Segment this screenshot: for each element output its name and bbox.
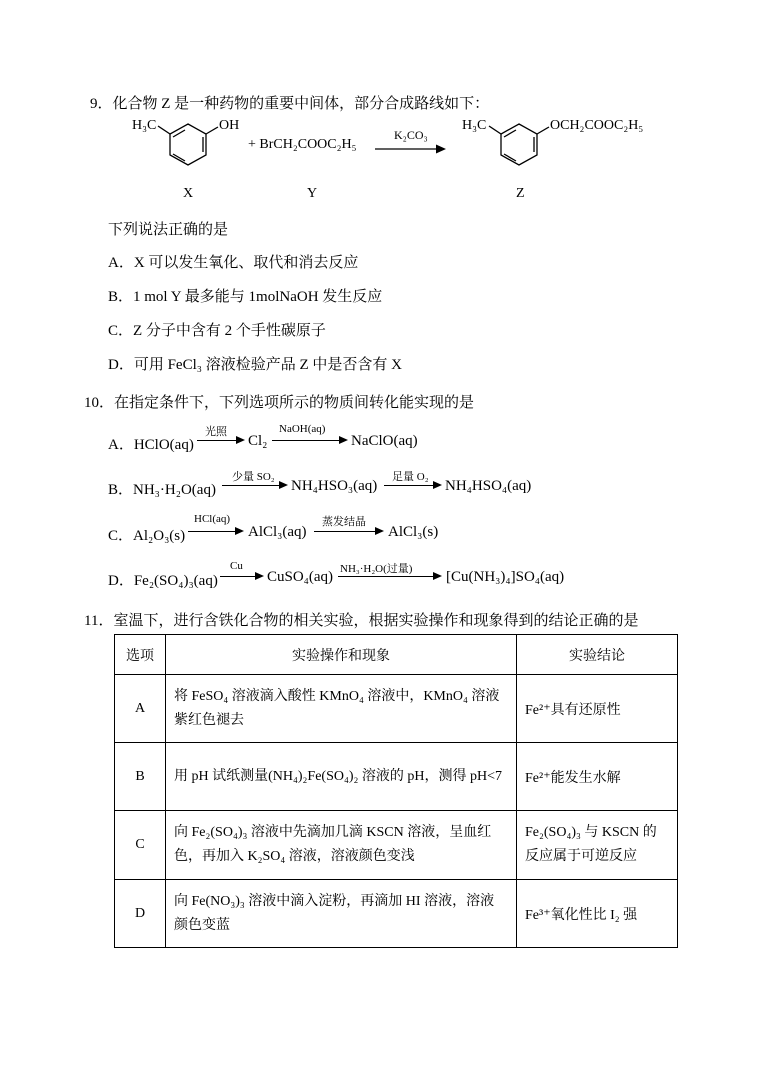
q10-d-mid: CuSO₄(aq)	[267, 569, 334, 585]
q10-c-arrow2	[314, 525, 384, 539]
row-operation: 向 Fe(NO₃)₃ 溶液中滴入淀粉，再滴加 HI 溶液，溶液颜色变蓝	[166, 880, 517, 948]
table-row	[115, 880, 678, 948]
label-y: Y	[307, 186, 318, 201]
q10-b-arrow2	[384, 479, 442, 493]
header-operation: 实验操作和现象	[166, 635, 517, 675]
q10-c-start: C．Al₂O₃(s)	[108, 528, 186, 544]
row-conclusion: Fe³⁺氧化性比 I₂ 强	[517, 880, 678, 948]
q10-c-cond1: HCl(aq)	[194, 513, 231, 525]
q10-d-start: D．Fe₂(SO₄)₃(aq)	[108, 573, 218, 589]
y-reagent: + BrCH₂COOC₂H₅	[248, 137, 357, 152]
table-row	[115, 675, 678, 743]
q10-a-cond1: 光照	[205, 426, 227, 438]
header-conclusion: 实验结论	[517, 635, 678, 675]
q10-stem: 10．在指定条件下，下列选项所示的物质间转化能实现的是	[84, 395, 475, 411]
z-substituent-label: OCH₂COOC₂H₅	[550, 118, 644, 133]
q9-reaction-arrow	[375, 145, 446, 154]
x-hydroxyl-label: OH	[219, 118, 240, 133]
row-operation: 将 FeSO₄ 溶液滴入酸性 KMnO₄ 溶液中，KMnO₄ 溶液紫红色褪去	[166, 675, 517, 743]
q10-a-end: NaClO(aq)	[351, 433, 418, 449]
row-conclusion: Fe²⁺能发生水解	[517, 743, 678, 811]
z-methyl-label: H₃C	[462, 118, 487, 133]
row-operation: 用 pH 试纸测量(NH₄)₂Fe(SO₄)₂ 溶液的 pH，测得 pH<7	[166, 743, 517, 811]
q9-option-b: B．1 mol Y 最多能与 1molNaOH 发生反应	[108, 289, 383, 305]
q9-prompt: 下列说法正确的是	[108, 222, 229, 238]
q10-b-start: B．NH₃·H₂O(aq)	[108, 482, 216, 498]
row-operation: 向 Fe₂(SO₄)₃ 溶液中先滴加几滴 KSCN 溶液，呈血红色，再加入 K₂SO₄ 溶液，溶液颜色变浅	[166, 811, 517, 880]
q10-b-arrow1	[222, 479, 288, 493]
q10-d-arrow1	[220, 570, 264, 584]
q10-c-end: AlCl₃(s)	[388, 524, 439, 540]
q10-c-arrow1	[188, 525, 244, 539]
row-option: D	[115, 880, 166, 948]
row-option: A	[115, 675, 166, 743]
x-structure	[158, 124, 218, 165]
q10-a-start: A．HClO(aq)	[108, 437, 194, 453]
z-structure	[489, 124, 549, 165]
table-header-row	[115, 635, 678, 675]
q10-c-cond2: 蒸发结晶	[322, 516, 366, 528]
q10-d-cond2: NH₃·H₂O(过量)	[340, 563, 413, 575]
row-conclusion: Fe₂(SO₄)₃ 与 KSCN 的反应属于可逆反应	[517, 811, 678, 880]
q9-option-a: A．X 可以发生氧化、取代和消去反应	[108, 255, 359, 271]
q10-d-arrow2	[338, 570, 442, 584]
q9-option-c: C．Z 分子中含有 2 个手性碳原子	[108, 323, 326, 339]
q10-b-cond2: 足量 O₂	[392, 471, 429, 483]
q10-d-end: [Cu(NH₃)₄]SO₄(aq)	[446, 569, 565, 585]
q10-a-arrow1	[197, 434, 245, 448]
table-row	[115, 811, 678, 880]
q11-stem: 11．室温下，进行含铁化合物的相关实验，根据实验操作和现象得到的结论正确的是	[84, 613, 639, 629]
table-row	[115, 743, 678, 811]
row-option: B	[115, 743, 166, 811]
row-conclusion: Fe²⁺具有还原性	[517, 675, 678, 743]
q10-a-mid: Cl₂	[248, 433, 268, 449]
q11-table	[114, 634, 678, 948]
q10-d-cond1: Cu	[230, 560, 243, 572]
q9-stem: 9．化合物 Z 是一种药物的重要中间体，部分合成路线如下：	[90, 96, 490, 112]
row-option: C	[115, 811, 166, 880]
q10-b-end: NH₄HSO₄(aq)	[445, 478, 532, 494]
q9-option-d: D．可用 FeCl₃ 溶液检验产品 Z 中是否含有 X	[108, 357, 402, 373]
x-methyl-label: H₃C	[132, 118, 157, 133]
q10-a-arrow2	[272, 434, 348, 448]
q10-a-cond2: NaOH(aq)	[279, 423, 326, 435]
q10-b-mid: NH₄HSO₃(aq)	[291, 478, 378, 494]
q9-condition: K₂CO₃	[394, 128, 428, 142]
label-x: X	[183, 186, 194, 201]
q10-c-mid: AlCl₃(aq)	[248, 524, 307, 540]
header-option: 选项	[115, 635, 166, 675]
label-z: Z	[516, 186, 525, 201]
q10-b-cond1: 少量 SO₂	[232, 471, 275, 483]
